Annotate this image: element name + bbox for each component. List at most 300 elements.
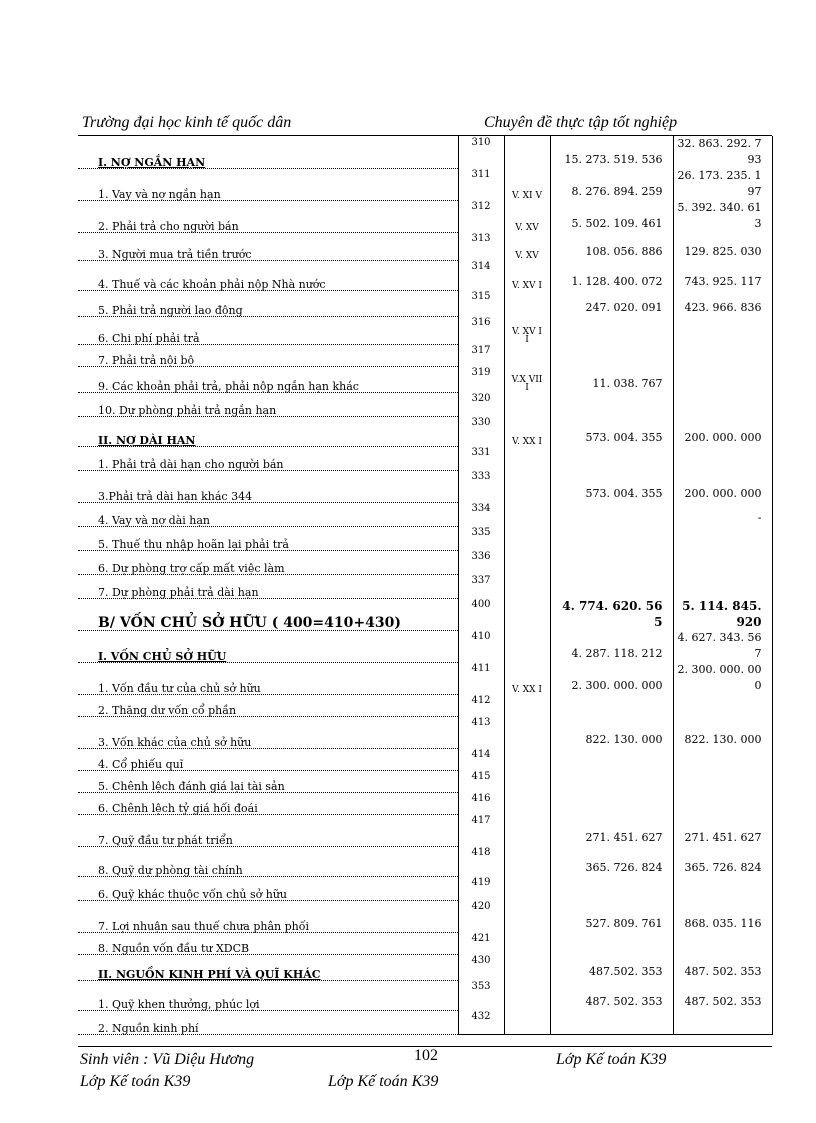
row-label-cell — [78, 526, 458, 550]
row-label-cell — [78, 954, 458, 980]
row-label: 6. Chênh lệch tỷ giá hối đoái — [98, 801, 258, 815]
table-row — [78, 316, 772, 344]
row-code-cell — [458, 502, 504, 526]
row-end-year-cell — [550, 846, 673, 876]
row-code: 419 — [471, 877, 491, 888]
row-note-cell — [504, 792, 550, 814]
row-begin-year-cell — [673, 290, 772, 316]
row-end-year-value: 487. 502. 353 — [585, 995, 663, 1008]
table-row — [78, 980, 772, 1010]
row-note-cell — [504, 502, 550, 526]
footer-student: Sinh viên : Vũ Diệu Hương — [80, 1051, 255, 1068]
row-note-cell — [504, 290, 550, 316]
table-row — [78, 876, 772, 900]
row-note-cell — [504, 630, 550, 662]
balance-sheet-table — [78, 136, 773, 1035]
row-label-cell — [78, 980, 458, 1010]
row-code: 331 — [471, 447, 491, 458]
row-end-year-cell — [550, 232, 673, 260]
row-code-cell — [458, 814, 504, 846]
row-code: 413 — [471, 717, 491, 728]
row-begin-year-cell — [673, 770, 772, 792]
row-note-cell — [504, 716, 550, 748]
row-label: 7. Lợi nhuận sau thuế chưa phân phối — [98, 919, 309, 933]
row-begin-year-cell — [673, 900, 772, 932]
row-code-cell — [458, 598, 504, 630]
row-end-year-cell — [550, 876, 673, 900]
table-row — [78, 662, 772, 694]
row-label-cell — [78, 1010, 458, 1034]
row-begin-year-cell — [673, 416, 772, 446]
table-row — [78, 168, 772, 200]
row-end-year-value: 487.502. 353 — [589, 965, 663, 978]
row-end-year-value: 11. 038. 767 — [592, 377, 663, 390]
table-row — [78, 932, 772, 954]
row-code-cell — [458, 232, 504, 260]
row-end-year-value: 15. 273. 519. 536 — [564, 153, 663, 166]
row-label: 3. Người mua trả tiền trước — [98, 247, 252, 261]
row-code-cell — [458, 792, 504, 814]
row-begin-year-cell — [673, 366, 772, 392]
row-code-cell — [458, 954, 504, 980]
row-code-cell — [458, 770, 504, 792]
table-row — [78, 502, 772, 526]
row-label: 3.Phải trả dài hạn khác 344 — [98, 489, 253, 503]
row-code-cell — [458, 344, 504, 366]
row-end-year-value: 4. 287. 118. 212 — [571, 647, 663, 660]
row-label-cell — [78, 598, 458, 630]
row-label-cell — [78, 900, 458, 932]
row-begin-year-value: 423. 966. 836 — [684, 301, 762, 314]
row-begin-year-cell — [673, 876, 772, 900]
row-code: 310 — [471, 137, 491, 148]
row-note-cell — [504, 814, 550, 846]
table-row — [78, 574, 772, 598]
row-note-cell — [504, 526, 550, 550]
row-begin-year-value: 743. 925. 117 — [684, 275, 762, 288]
row-end-year-value: 2. 300. 000. 000 — [571, 679, 663, 692]
row-note-cell — [504, 470, 550, 502]
row-label: 8. Nguồn vốn đầu tư XDCB — [98, 941, 250, 955]
row-begin-year-cell — [673, 716, 772, 748]
row-label-cell — [78, 716, 458, 748]
row-code: 432 — [471, 1011, 491, 1022]
row-label-cell — [78, 662, 458, 694]
row-note-cell — [504, 748, 550, 770]
row-end-year-value: 573. 004. 355 — [585, 431, 663, 444]
row-note: V. XI V — [512, 191, 542, 201]
row-label-cell — [78, 932, 458, 954]
row-begin-year-cell — [673, 574, 772, 598]
row-begin-year-cell — [673, 232, 772, 260]
row-code: 333 — [471, 471, 491, 482]
row-code: 353 — [471, 981, 491, 992]
row-label: 1. Phải trả dài hạn cho người bán — [98, 457, 284, 471]
row-code: 411 — [471, 663, 491, 674]
row-code: 415 — [471, 771, 491, 782]
row-note-cell — [504, 876, 550, 900]
row-note-cell — [504, 694, 550, 716]
header-right: Chuyên đề thực tập tốt nghiệp — [484, 114, 678, 131]
row-label-cell — [78, 290, 458, 316]
row-end-year-cell — [550, 662, 673, 694]
row-code-cell — [458, 900, 504, 932]
row-code-cell — [458, 136, 504, 168]
row-end-year-cell — [550, 932, 673, 954]
row-code-cell — [458, 366, 504, 392]
table-row — [78, 344, 772, 366]
row-note-cell — [504, 136, 550, 168]
row-begin-year-value: 822. 130. 000 — [684, 733, 762, 746]
row-code-cell — [458, 526, 504, 550]
row-begin-year-cell — [673, 344, 772, 366]
table-row — [78, 846, 772, 876]
row-end-year-value: 5. 502. 109. 461 — [571, 217, 663, 230]
row-code-cell — [458, 748, 504, 770]
row-begin-year-cell — [673, 1010, 772, 1034]
row-note-cell — [504, 770, 550, 792]
table-row — [78, 550, 772, 574]
row-begin-year-cell — [673, 392, 772, 416]
row-code-cell — [458, 1010, 504, 1034]
row-begin-year-value: 487. 502. 353 — [684, 965, 762, 978]
row-begin-year-cell — [673, 470, 772, 502]
row-begin-year-value: 32. 863. 292. 793 — [677, 137, 762, 166]
row-end-year-cell — [550, 748, 673, 770]
row-code: 334 — [471, 503, 491, 514]
row-label-cell — [78, 814, 458, 846]
row-code: 400 — [471, 599, 491, 610]
row-note-cell — [504, 574, 550, 598]
row-begin-year-value: - — [757, 511, 762, 524]
row-code: 430 — [471, 955, 491, 966]
row-end-year-cell — [550, 792, 673, 814]
row-code: 314 — [471, 261, 491, 272]
row-note-cell — [504, 168, 550, 200]
row-end-year-cell — [550, 1010, 673, 1034]
table-row — [78, 200, 772, 232]
row-note-cell — [504, 662, 550, 694]
row-end-year-cell — [550, 954, 673, 980]
table-row — [78, 630, 772, 662]
row-end-year-cell — [550, 502, 673, 526]
row-label-cell — [78, 550, 458, 574]
row-note-cell — [504, 846, 550, 876]
row-code: 315 — [471, 291, 491, 302]
row-code: 420 — [471, 901, 491, 912]
row-end-year-value: 822. 130. 000 — [585, 733, 663, 746]
row-end-year-cell — [550, 980, 673, 1010]
row-note: V. XV II — [512, 327, 542, 345]
row-begin-year-cell — [673, 550, 772, 574]
row-code-cell — [458, 392, 504, 416]
row-code-cell — [458, 470, 504, 502]
row-note-cell — [504, 260, 550, 290]
row-end-year-value: 573. 004. 355 — [585, 487, 663, 500]
row-label-cell — [78, 876, 458, 900]
row-note-cell — [504, 366, 550, 392]
row-label: 7. Phải trả nội bộ — [98, 353, 195, 367]
row-label-cell — [78, 344, 458, 366]
row-label: 2. Nguồn kinh phí — [98, 1021, 199, 1035]
row-note-cell — [504, 232, 550, 260]
row-code: 412 — [471, 695, 491, 706]
table-row — [78, 694, 772, 716]
table-row — [78, 446, 772, 470]
row-note-cell — [504, 932, 550, 954]
row-end-year-cell — [550, 290, 673, 316]
row-label: 9. Các khoản phải trả, phải nộp ngắn hạn khác — [98, 379, 359, 393]
row-note: V. XV — [515, 223, 539, 233]
row-begin-year-cell — [673, 316, 772, 344]
row-label: II. NGUỒN KINH PHÍ VÀ QUĨ KHÁC — [98, 967, 321, 981]
row-note-cell — [504, 392, 550, 416]
row-label: 2. Thặng dư vốn cổ phần — [98, 703, 237, 717]
row-label: 6. Chi phí phải trả — [98, 331, 200, 345]
row-begin-year-cell — [673, 446, 772, 470]
row-end-year-cell — [550, 770, 673, 792]
row-code: 418 — [471, 847, 491, 858]
row-note: V. XV I — [512, 281, 542, 291]
row-label-cell — [78, 416, 458, 446]
row-code: 416 — [471, 793, 491, 804]
row-code: 417 — [471, 815, 491, 826]
row-label-cell — [78, 792, 458, 814]
footer-class-left: Lớp Kế toán K39 — [80, 1073, 191, 1090]
row-label: 7. Dự phòng phải trả dài hạn — [98, 585, 259, 599]
row-note-cell — [504, 900, 550, 932]
row-code-cell — [458, 574, 504, 598]
row-begin-year-cell — [673, 200, 772, 232]
table-row — [78, 716, 772, 748]
row-label-cell — [78, 470, 458, 502]
row-code: 320 — [471, 393, 491, 404]
row-code-cell — [458, 694, 504, 716]
row-begin-year-cell — [673, 932, 772, 954]
table-row — [78, 1010, 772, 1034]
row-end-year-value: 4. 774. 620. 565 — [562, 599, 663, 629]
row-label-cell — [78, 446, 458, 470]
row-end-year-cell — [550, 900, 673, 932]
row-note: V. XX I — [512, 437, 542, 447]
row-begin-year-cell — [673, 502, 772, 526]
row-code-cell — [458, 662, 504, 694]
row-end-year-value: 1. 128. 400. 072 — [571, 275, 663, 288]
row-label-cell — [78, 232, 458, 260]
table-row — [78, 900, 772, 932]
row-begin-year-cell — [673, 792, 772, 814]
row-begin-year-cell — [673, 168, 772, 200]
row-end-year-value: 527. 809. 761 — [585, 917, 663, 930]
table-row — [78, 770, 772, 792]
row-end-year-value: 8. 276. 894. 259 — [571, 185, 663, 198]
row-label-cell — [78, 366, 458, 392]
row-code-cell — [458, 290, 504, 316]
row-begin-year-value: 868. 035. 116 — [684, 917, 762, 930]
row-code-cell — [458, 846, 504, 876]
row-begin-year-value: 2. 300. 000. 000 — [677, 663, 762, 692]
row-code: 313 — [471, 233, 491, 244]
row-label: 4. Thuế và các khoản phải nộp Nhà nước — [98, 277, 326, 291]
row-end-year-cell — [550, 630, 673, 662]
row-code: 312 — [471, 201, 491, 212]
row-begin-year-value: 487. 502. 353 — [684, 995, 762, 1008]
row-note-cell — [504, 550, 550, 574]
row-code-cell — [458, 716, 504, 748]
row-end-year-cell — [550, 470, 673, 502]
row-code-cell — [458, 260, 504, 290]
row-begin-year-value: 200. 000. 000 — [684, 431, 762, 444]
row-note-cell — [504, 1010, 550, 1034]
row-label: 6. Quỹ khác thuộc vốn chủ sở hữu — [98, 887, 288, 901]
row-end-year-cell — [550, 814, 673, 846]
table-row — [78, 232, 772, 260]
row-note-cell — [504, 316, 550, 344]
row-note-cell — [504, 344, 550, 366]
row-end-year-cell — [550, 344, 673, 366]
row-note-cell — [504, 598, 550, 630]
row-label-cell — [78, 392, 458, 416]
table-row — [78, 598, 772, 630]
row-note-cell — [504, 416, 550, 446]
row-label-cell — [78, 316, 458, 344]
row-end-year-cell — [550, 416, 673, 446]
row-code-cell — [458, 416, 504, 446]
table-row — [78, 748, 772, 770]
row-note-cell — [504, 200, 550, 232]
table-row — [78, 392, 772, 416]
row-note: V. XV — [515, 251, 539, 261]
row-begin-year-value: 5. 392. 340. 613 — [677, 201, 762, 230]
row-code-cell — [458, 630, 504, 662]
row-begin-year-cell — [673, 598, 772, 630]
row-code: 311 — [471, 169, 491, 180]
row-label: 3. Vốn khác của chủ sở hữu — [98, 735, 252, 749]
row-note-cell — [504, 980, 550, 1010]
row-end-year-cell — [550, 200, 673, 232]
row-begin-year-cell — [673, 136, 772, 168]
row-code-cell — [458, 550, 504, 574]
table-row — [78, 290, 772, 316]
row-end-year-cell — [550, 526, 673, 550]
row-label-cell — [78, 168, 458, 200]
row-end-year-value: 271. 451. 627 — [585, 831, 663, 844]
row-code-cell — [458, 200, 504, 232]
row-note: V.X VIII — [511, 375, 543, 393]
row-note-cell — [504, 954, 550, 980]
row-end-year-value: 365. 726. 824 — [585, 861, 663, 874]
row-label: 5. Phải trả người lao động — [98, 303, 243, 317]
row-end-year-cell — [550, 260, 673, 290]
row-code: 421 — [471, 933, 491, 944]
row-note-cell — [504, 446, 550, 470]
row-label-cell — [78, 748, 458, 770]
row-end-year-cell — [550, 366, 673, 392]
row-label: 5. Chênh lệch đánh giá lại tài sản — [98, 779, 285, 793]
row-begin-year-cell — [673, 954, 772, 980]
row-begin-year-cell — [673, 846, 772, 876]
row-label-cell — [78, 502, 458, 526]
row-label-cell — [78, 770, 458, 792]
header-left: Trường đại học kinh tế quốc dân — [82, 114, 292, 131]
row-note: V. XX I — [512, 685, 542, 695]
row-code: 335 — [471, 527, 491, 538]
row-label-cell — [78, 136, 458, 168]
row-label-cell — [78, 574, 458, 598]
row-end-year-cell — [550, 574, 673, 598]
row-code-cell — [458, 980, 504, 1010]
row-label-cell — [78, 260, 458, 290]
table-row — [78, 470, 772, 502]
row-end-year-cell — [550, 694, 673, 716]
row-begin-year-cell — [673, 694, 772, 716]
table-row — [78, 814, 772, 846]
footer-class-mid: Lớp Kế toán K39 — [328, 1073, 439, 1090]
row-label: I. VỐN CHỦ SỞ HỮU — [98, 649, 227, 663]
row-label: II. NỢ DÀI HẠN — [98, 433, 196, 447]
row-end-year-cell — [550, 392, 673, 416]
row-label: 8. Quỹ dự phòng tài chính — [98, 863, 243, 877]
row-begin-year-value: 4. 627. 343. 567 — [677, 631, 762, 660]
row-end-year-cell — [550, 716, 673, 748]
row-end-year-cell — [550, 550, 673, 574]
table-row — [78, 792, 772, 814]
row-label: 4. Cổ phiếu quĩ — [98, 757, 184, 771]
row-end-year-value: 247. 020. 091 — [585, 301, 663, 314]
row-label: 4. Vay và nợ dài hạn — [98, 513, 211, 527]
row-begin-year-value: 200. 000. 000 — [684, 487, 762, 500]
table-row — [78, 526, 772, 550]
row-label: 2. Phải trả cho người bán — [98, 219, 239, 233]
row-label: 10. Dự phòng phải trả ngắn hạn — [98, 403, 277, 417]
row-begin-year-cell — [673, 662, 772, 694]
footer-class-right: Lớp Kế toán K39 — [556, 1051, 667, 1068]
row-code-cell — [458, 876, 504, 900]
row-code: 336 — [471, 551, 491, 562]
row-begin-year-cell — [673, 748, 772, 770]
row-label: 1. Vốn đầu tư của chủ sở hữu — [98, 681, 261, 695]
row-begin-year-cell — [673, 980, 772, 1010]
row-begin-year-cell — [673, 526, 772, 550]
row-begin-year-value: 365. 726. 824 — [684, 861, 762, 874]
row-label: 1. Vay và nợ ngắn hạn — [98, 187, 221, 201]
row-code: 316 — [471, 317, 491, 328]
row-begin-year-value: 26. 173. 235. 197 — [677, 169, 762, 198]
row-code: 319 — [471, 367, 491, 378]
row-label: 1. Quỹ khen thưởng, phúc lợi — [98, 997, 260, 1011]
row-code: 414 — [471, 749, 491, 760]
row-end-year-value: 108. 056. 886 — [585, 245, 663, 258]
row-code-cell — [458, 932, 504, 954]
table-row — [78, 366, 772, 392]
row-code: 330 — [471, 417, 491, 428]
row-code-cell — [458, 316, 504, 344]
row-code: 337 — [471, 575, 491, 586]
row-begin-year-value: 271. 451. 627 — [684, 831, 762, 844]
row-label-cell — [78, 630, 458, 662]
row-begin-year-cell — [673, 630, 772, 662]
row-label-cell — [78, 200, 458, 232]
row-label-cell — [78, 694, 458, 716]
row-label: I. NỢ NGẮN HẠN — [98, 155, 206, 169]
table-row — [78, 136, 772, 168]
row-label: B/ VỐN CHỦ SỞ HỮU ( 400=410+430) — [98, 614, 401, 631]
table-row — [78, 954, 772, 980]
table-row — [78, 260, 772, 290]
row-label: 5. Thuế thu nhập hoãn lại phải trả — [98, 537, 289, 551]
row-begin-year-value: 129. 825. 030 — [684, 245, 762, 258]
row-label-cell — [78, 846, 458, 876]
